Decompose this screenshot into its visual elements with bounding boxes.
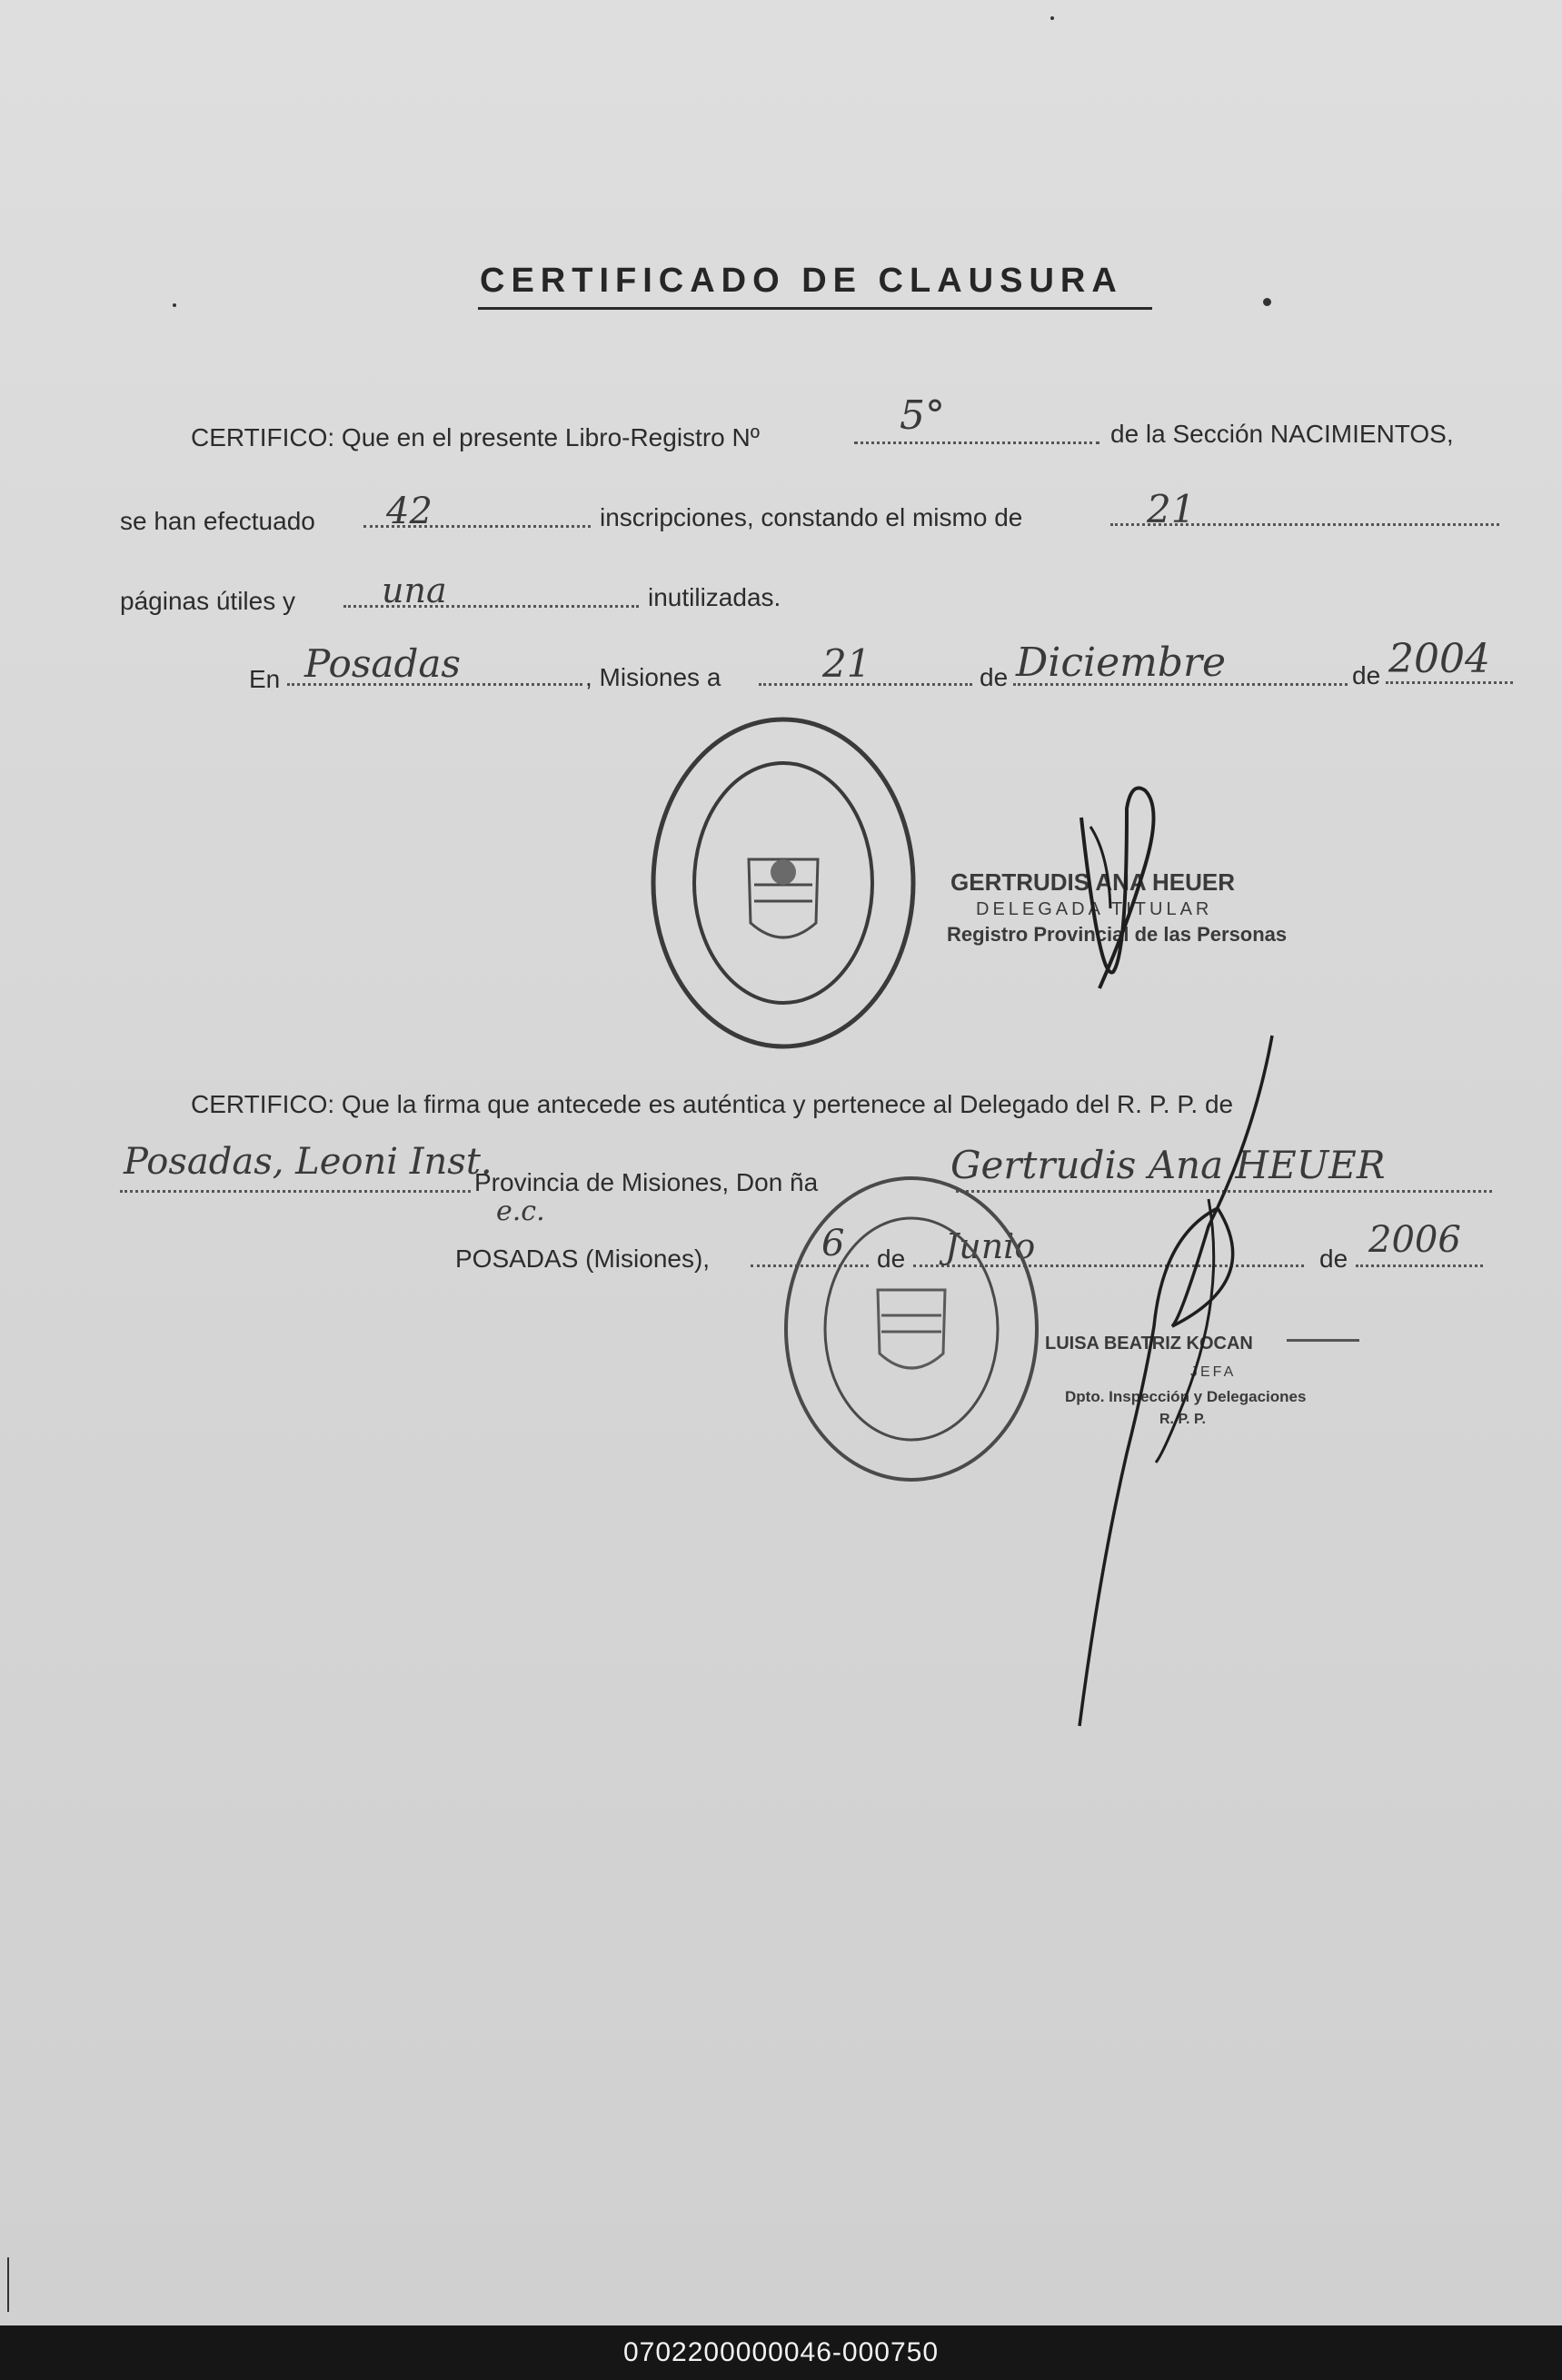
cert2-line3-text-a: POSADAS (Misiones), — [455, 1245, 711, 1273]
cert2-line3-text-c: de — [1319, 1245, 1348, 1273]
delegate-office-stamp: Registro Provincial de las Personas — [947, 923, 1288, 946]
document-title: CERTIFICADO DE CLAUSURA — [480, 262, 1123, 300]
handwritten-anio: 2004 — [1388, 636, 1490, 682]
cert1-line4-text-c: de — [980, 663, 1009, 691]
cert1-line4-text-a: En — [249, 665, 281, 693]
dotted-leader — [1356, 1264, 1483, 1267]
chief-office2-stamp: R. P. P. — [1159, 1412, 1206, 1427]
handwritten-anio-2: 2006 — [1368, 1219, 1461, 1261]
cert1-line3-text-b: inutilizadas. — [648, 583, 781, 611]
chief-name-stamp: LUISA BEATRIZ KOCAN — [1045, 1334, 1253, 1354]
cert1-line2-text-b: inscripciones, constando el mismo de — [600, 503, 1023, 531]
scan-speck — [173, 303, 176, 307]
handwritten-lugar: Posadas — [304, 641, 461, 686]
delegate-role-stamp: DELEGADA TITULAR — [976, 899, 1213, 919]
cert1-line1-text-b: de la Sección NACIMIENTOS, — [1110, 420, 1454, 448]
cert1-line4-text-b: , Misiones a — [585, 663, 721, 691]
handwritten-dia-2: 6 — [821, 1223, 845, 1264]
handwritten-nota: e.c. — [496, 1195, 545, 1227]
handwritten-mes-2: Junio — [945, 1226, 1036, 1266]
chief-role-stamp: JEFA — [1190, 1364, 1237, 1380]
official-seal-stamp-2 — [780, 1172, 1043, 1486]
cert2-line3-text-b: de — [877, 1245, 906, 1273]
handwritten-nombre: Gertrudis Ana HEUER — [950, 1143, 1386, 1187]
handwritten-paginas-utiles: 21 — [1147, 487, 1196, 531]
cert1-line2-text-a: se han efectuado — [120, 507, 315, 535]
title-underline — [478, 307, 1152, 310]
handwritten-inutilizadas: una — [382, 570, 447, 610]
scan-speck — [1050, 16, 1054, 20]
handwritten-mes: Diciembre — [1016, 640, 1227, 686]
signature-delegate — [1063, 772, 1163, 990]
scan-speck — [1263, 298, 1271, 306]
cert1-line3-text-a: páginas útiles y — [120, 587, 296, 615]
scan-edge-mark — [0, 2257, 9, 2312]
chief-office-stamp: Dpto. Inspección y Delegaciones — [1065, 1388, 1307, 1405]
cert2-line2-text-a: Provincia de Misiones, Don ña — [474, 1168, 819, 1196]
official-seal-stamp-1 — [647, 714, 920, 1052]
cert2-line1-text: CERTIFICO: Que la firma que antecede es auténtica y pertenece al Delegado del R. P. P. de — [191, 1090, 1234, 1118]
cert1-line4-text-d: de — [1352, 661, 1381, 689]
signature-chief — [1072, 1026, 1290, 1753]
document-scan-code: 0702200000046-000750 — [623, 2337, 939, 2367]
scan-footer-bar — [0, 2325, 1562, 2380]
dotted-leader — [854, 441, 1099, 444]
cert1-line1-text-a: CERTIFICO: Que en el presente Libro-Registro Nº — [191, 423, 760, 451]
handwritten-libro-numero: 5° — [900, 392, 945, 439]
handwritten-dia: 21 — [822, 641, 871, 686]
stamp-rule — [1287, 1339, 1359, 1342]
delegate-name-stamp: GERTRUDIS ANA HEUER — [950, 868, 1235, 896]
handwritten-inscripciones: 42 — [386, 491, 433, 532]
dotted-leader — [120, 1190, 471, 1193]
handwritten-localidad: Posadas, Leoni Inst. — [124, 1141, 492, 1183]
